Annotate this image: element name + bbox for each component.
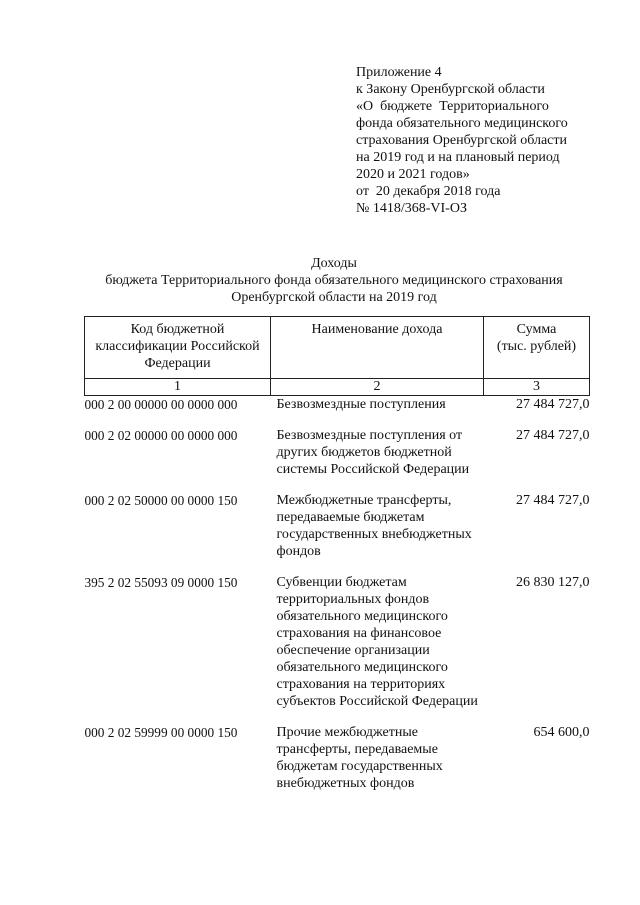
row-sum: 27 484 727,0 [516,397,590,412]
column-number: 1 [85,379,271,396]
row-name: Субвенции бюджетам территориальных фондов обязательного медицинского страхования на финансовое обеспечение организации обязательного медицинского страхования на территориях субъектов Российской Федерации [276,575,478,709]
row-name: Прочие межбюджетные трансферты, передаваемые бюджетам государственных внебюджетных фондов [276,725,443,791]
row-sum: 27 484 727,0 [516,428,590,443]
document-title [80,255,588,306]
appendix-line: на 2019 год и на плановый период [356,150,560,165]
title-line: Оренбургской области на 2019 год [231,290,437,305]
table-row [85,724,590,806]
table-row [85,492,590,574]
row-sum: 27 484 727,0 [516,493,590,508]
row-code: 000 2 02 50000 00 0000 150 [84,493,238,508]
title-line: Доходы [311,256,357,271]
column-number: 3 [484,379,590,396]
row-code: 000 2 00 00000 00 0000 000 [84,397,238,412]
row-sum: 26 830 127,0 [516,575,590,590]
header-code: Код бюджетной классификации Российской Федерации [85,317,271,379]
table-row [85,427,590,492]
column-number: 2 [271,379,484,396]
appendix-line: страхования Оренбургской области [356,133,567,148]
row-code: 000 2 02 00000 00 0000 000 [84,428,238,443]
row-sum: 654 600,0 [533,725,590,740]
appendix-line: фонда обязательного медицинского [356,116,568,131]
row-name: Безвозмездные поступления от других бюджетов бюджетной системы Российской Федерации [276,428,470,477]
table-header-row [85,317,590,379]
appendix-line: «О бюджете Территориального [356,99,549,114]
row-code: 000 2 02 59999 00 0000 150 [84,725,238,740]
header-sum: Сумма (тыс. рублей) [484,317,590,379]
table-row [85,574,590,724]
row-code: 395 2 02 55093 09 0000 150 [84,575,238,590]
revenue-table [84,316,590,806]
table-row [85,396,590,428]
table-number-row [85,379,590,396]
appendix-line: Приложение 4 [356,65,442,80]
appendix-line: № 1418/368-VI-ОЗ [356,201,467,216]
header-name: Наименование дохода [271,317,484,379]
appendix-line: к Закону Оренбургской области [356,82,545,97]
title-line: бюджета Территориального фонда обязательного медицинского страхования [105,273,563,288]
appendix-line: от 20 декабря 2018 года [356,184,501,199]
appendix-header [356,64,606,217]
row-name: Межбюджетные трансферты, передаваемые бюджетам государственных внебюджетных фондов [276,493,472,559]
appendix-line: 2020 и 2021 годов» [356,167,470,182]
row-name: Безвозмездные поступления [276,397,446,412]
